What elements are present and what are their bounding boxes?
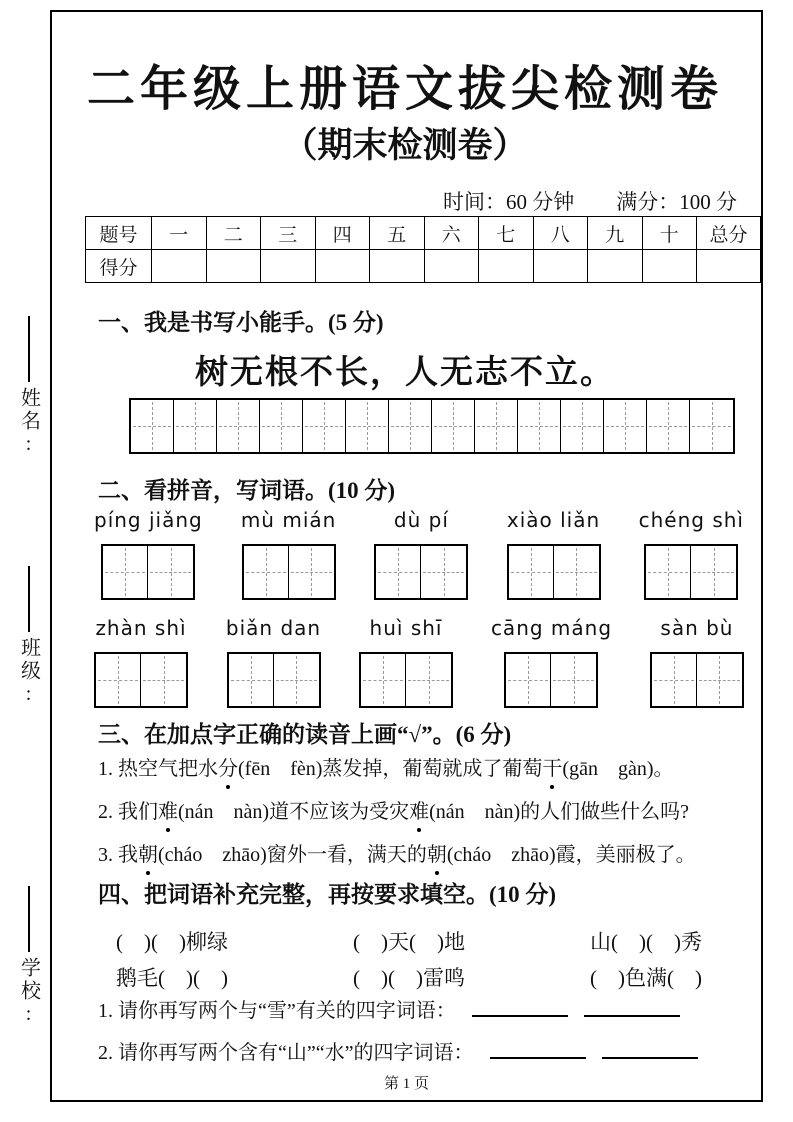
answer-grid-cell xyxy=(421,546,466,598)
score-table-header-cell: 四 xyxy=(315,217,370,250)
score-table-score-row xyxy=(86,250,761,283)
question-text: 1. 请你再写两个与“雪”有关的四字词语： xyxy=(98,1000,456,1022)
sidebar-field-label: 班级: xyxy=(17,637,40,708)
writing-grid-cell xyxy=(303,400,346,452)
score-cell-empty xyxy=(315,250,370,283)
question-text: 3. 我 xyxy=(98,844,138,866)
page-number: 第 1 页 xyxy=(383,1076,429,1092)
score-table-header-cell: 九 xyxy=(588,217,643,250)
section-three-heading: 三、在加点字正确的读音上画“√”。(6 分) xyxy=(98,722,512,747)
fill-line-2 xyxy=(116,962,702,992)
pinyin-word-group xyxy=(359,616,453,708)
pinyin-word-group xyxy=(650,616,744,708)
pinyin-word-group xyxy=(226,616,321,708)
question-text: (nán nàn)的人们做些什么吗? xyxy=(429,801,690,823)
question-text: (cháo zhāo)霞，美丽极了。 xyxy=(446,844,696,866)
sidebar-field-school xyxy=(12,886,46,1028)
answer-grid-cell xyxy=(554,546,599,598)
answer-blank xyxy=(584,997,680,1017)
writing-grid-cell xyxy=(518,400,561,452)
answer-blank xyxy=(490,1039,586,1059)
answer-grid xyxy=(374,544,468,600)
pronunciation-question-1 xyxy=(98,754,760,784)
score-cell-empty xyxy=(206,250,261,283)
score-cell-empty xyxy=(533,250,588,283)
answer-grid-cell xyxy=(406,654,451,706)
answer-grid-cell xyxy=(646,546,691,598)
answer-grid-cell xyxy=(697,654,742,706)
followup-questions xyxy=(98,996,760,1080)
writing-grid-cell xyxy=(346,400,389,452)
fill-phrase: ( )( )柳绿 xyxy=(116,930,228,954)
sidebar-blank-line xyxy=(28,886,30,952)
answer-grid xyxy=(644,544,738,600)
pinyin-word-group xyxy=(94,616,188,708)
followup-question-2 xyxy=(98,1038,760,1068)
score-table-header-row xyxy=(86,217,761,250)
dotted-char: 难 xyxy=(158,797,178,827)
followup-question-1 xyxy=(98,996,760,1026)
sidebar-field-label: 学校: xyxy=(17,957,40,1028)
section-one-heading: 一、我是书写小能手。(5 分) xyxy=(98,310,384,335)
pinyin-word: mù mián xyxy=(240,508,337,532)
dotted-char: 朝 xyxy=(138,840,158,870)
answer-blank xyxy=(472,997,568,1017)
pinyin-word: chéng shì xyxy=(638,508,744,532)
exam-meta: 时间：60 分钟 满分：100 分 xyxy=(443,190,737,214)
score-table-header-cell: 一 xyxy=(152,217,207,250)
writing-grid-cell xyxy=(174,400,217,452)
question-text: (cháo zhāo)窗外一看，满天的 xyxy=(158,844,427,866)
pinyin-words xyxy=(94,508,744,724)
pinyin-word: biǎn dan xyxy=(225,616,322,640)
score-table-header-cell: 总分 xyxy=(697,217,761,250)
question-text: 2. 我们 xyxy=(98,801,158,823)
writing-grid-cell xyxy=(604,400,647,452)
question-text: 1. 热空气把水 xyxy=(98,758,218,780)
answer-grid-cell xyxy=(652,654,697,706)
score-table-header-cell: 二 xyxy=(206,217,261,250)
answer-grid-cell xyxy=(361,654,406,706)
score-cell-empty xyxy=(697,250,761,283)
fill-phrase: ( )天( )地 xyxy=(353,930,465,954)
answer-grid-cell xyxy=(103,546,148,598)
pinyin-word: cāng máng xyxy=(490,616,613,640)
answer-grid xyxy=(650,652,744,708)
score-table-header-cell: 七 xyxy=(479,217,534,250)
writing-grid xyxy=(129,398,735,454)
score-table-header-cell: 八 xyxy=(533,217,588,250)
pinyin-word-group xyxy=(507,508,601,600)
dotted-char: 干 xyxy=(542,754,562,784)
fill-phrase: 山( )( )秀 xyxy=(590,930,702,954)
fill-phrase: ( )( )雷鸣 xyxy=(353,966,465,990)
answer-grid-cell xyxy=(141,654,186,706)
writing-grid-cell xyxy=(217,400,260,452)
answer-grid xyxy=(504,652,598,708)
answer-grid-cell xyxy=(506,654,551,706)
answer-grid-cell xyxy=(244,546,289,598)
answer-grid xyxy=(94,652,188,708)
writing-grid-cell xyxy=(475,400,518,452)
writing-grid-cell xyxy=(131,400,174,452)
answer-grid-cell xyxy=(551,654,596,706)
page-title: 二年级上册语文拔尖检测卷 xyxy=(86,63,723,116)
sidebar-field-name xyxy=(12,316,46,458)
copy-sentence: 树无根不长，人无志不立。 xyxy=(195,355,615,391)
score-row-label: 得分 xyxy=(86,250,152,283)
pinyin-word: zhàn shì xyxy=(95,616,187,640)
pronunciation-question-3 xyxy=(98,840,760,870)
pinyin-word: xiào liǎn xyxy=(506,508,601,532)
score-cell-empty xyxy=(424,250,479,283)
answer-grid xyxy=(359,652,453,708)
pronunciation-questions xyxy=(98,754,760,883)
pinyin-word-group xyxy=(94,508,203,600)
answer-blank xyxy=(602,1039,698,1059)
writing-grid-cell xyxy=(260,400,303,452)
score-table-header-cell: 十 xyxy=(642,217,697,250)
pinyin-word: píng jiǎng xyxy=(94,508,203,532)
score-cell-empty xyxy=(152,250,207,283)
fill-phrase: ( )色满( ) xyxy=(590,966,702,990)
writing-grid-cell xyxy=(561,400,604,452)
pinyin-word: dù pí xyxy=(393,508,449,532)
pinyin-row-2 xyxy=(94,616,744,708)
sidebar-blank-line xyxy=(28,316,30,382)
answer-grid-cell xyxy=(509,546,554,598)
writing-grid-cell xyxy=(389,400,432,452)
answer-grid xyxy=(507,544,601,600)
score-table xyxy=(85,216,761,283)
score-cell-empty xyxy=(479,250,534,283)
section-two-heading: 二、看拼音，写词语。(10 分) xyxy=(98,478,396,503)
score-table-header-cell: 题号 xyxy=(86,217,152,250)
question-text: (gān gàn)。 xyxy=(562,758,674,780)
pinyin-word-group xyxy=(241,508,337,600)
score-cell-empty xyxy=(370,250,425,283)
answer-grid xyxy=(227,652,321,708)
question-text: (fēn fèn)蒸发掉，葡萄就成了葡萄 xyxy=(238,758,543,780)
section-four-heading: 四、把词语补充完整，再按要求填空。(10 分) xyxy=(98,882,557,907)
writing-grid-cell xyxy=(647,400,690,452)
answer-grid-cell xyxy=(274,654,319,706)
sidebar-blank-line xyxy=(28,566,30,632)
answer-grid-cell xyxy=(229,654,274,706)
fill-line-1 xyxy=(116,926,702,956)
score-table-header-cell: 五 xyxy=(370,217,425,250)
score-cell-empty xyxy=(261,250,316,283)
writing-grid-cell xyxy=(432,400,475,452)
pronunciation-question-2 xyxy=(98,797,760,827)
score-table-header-cell: 六 xyxy=(424,217,479,250)
answer-grid-cell xyxy=(691,546,736,598)
fill-phrase: 鹅毛( )( ) xyxy=(116,966,228,990)
writing-grid-cell xyxy=(690,400,733,452)
dotted-char: 朝 xyxy=(427,840,447,870)
pinyin-word: huì shī xyxy=(369,616,443,640)
sidebar-field-class xyxy=(12,566,46,708)
pinyin-word-group xyxy=(374,508,468,600)
pinyin-word-group xyxy=(491,616,612,708)
pinyin-word: sàn bù xyxy=(660,616,734,640)
pinyin-row-1 xyxy=(94,508,744,600)
pinyin-word-group xyxy=(639,508,744,600)
answer-grid xyxy=(242,544,336,600)
page-subtitle: （期末检测卷） xyxy=(282,126,528,165)
score-cell-empty xyxy=(588,250,643,283)
answer-grid-cell xyxy=(96,654,141,706)
answer-grid xyxy=(101,544,195,600)
question-text: (nán nàn)道不应该为受灾 xyxy=(178,801,410,823)
dotted-char: 分 xyxy=(218,754,238,784)
score-table-header-cell: 三 xyxy=(261,217,316,250)
question-text: 2. 请你再写两个含有“山”“水”的四字词语： xyxy=(98,1042,474,1064)
sidebar-field-label: 姓名: xyxy=(17,387,40,458)
answer-grid-cell xyxy=(289,546,334,598)
score-cell-empty xyxy=(642,250,697,283)
answer-grid-cell xyxy=(376,546,421,598)
answer-grid-cell xyxy=(148,546,193,598)
dotted-char: 难 xyxy=(409,797,429,827)
